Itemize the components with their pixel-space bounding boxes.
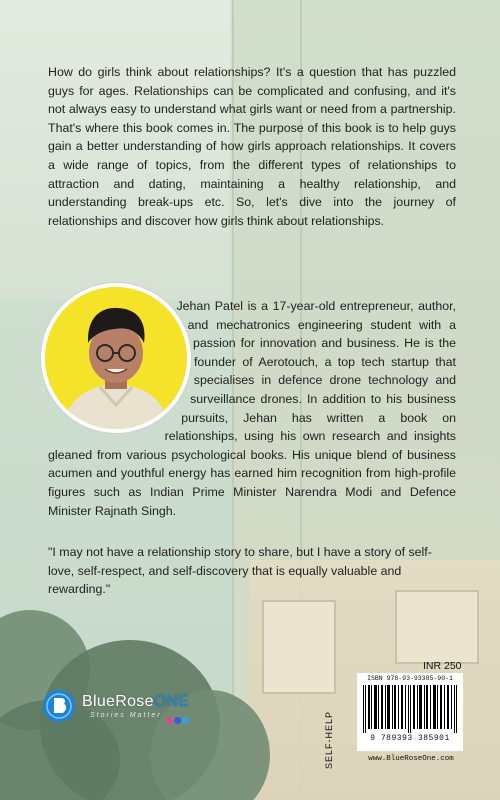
barcode-bars [363, 685, 457, 733]
facebook-icon[interactable] [174, 717, 181, 724]
twitter-icon[interactable] [182, 717, 189, 724]
background-window [262, 600, 336, 694]
price-label: INR 250 [423, 660, 462, 672]
category-label: SELF-HELP [324, 710, 334, 770]
barcode-digits: 9 789393 385901 [370, 734, 450, 743]
background-window [395, 590, 479, 664]
publisher-name [82, 693, 189, 711]
book-blurb: How do girls think about relationships? It's a question that has puzzled guys for ages. Relationships can be complicated and confusing, and it's not always easy to understand what girls want or need from a partnership. That's where this book comes in. The purpose of this book is to help guys gain a better understanding of how girls approach relationships. It covers a wide range of topics, from the different types of relationships to attraction and dating, maintaining a healthy relationship, and understanding break-ups etc. So, let's dive into the journey of relationships and discover how girls think about relationships. [48, 65, 456, 228]
instagram-icon[interactable] [166, 717, 173, 724]
author-quote: "I may not have a relationship story to share, but I have a story of self-love, self-respect, and self-discovery that is equally valuable and rewarding." [48, 545, 432, 597]
author-bio: Jehan Patel is a 17-year-old entrepreneur, author, and mechatronics engineering student with a passion for innovation and business. He is the founder of Aerotouch, a top tech startup that specialises in defence drone technology and surveillance drones. In addition to his business pursuits, Jehan has written a book on relationships, using his own research and insights gleaned from various psychological books. His unique blend of business acumen and youthful energy has earned him recognition from high-profile figures such as Indian Prime Minister Narendra Modi and Defence Minister Rajnath Singh. [48, 299, 456, 518]
publisher-logo-icon [42, 689, 76, 723]
barcode [357, 673, 463, 751]
isbn-label: ISBN 978-93-93385-90-1 [367, 675, 453, 682]
publisher-name-accent: ONE [153, 693, 190, 710]
publisher-name-main: BlueRose [82, 693, 154, 710]
publisher-website[interactable]: www.BlueRoseOne.com [368, 755, 454, 763]
publisher-tagline: Stories Matter [90, 712, 162, 719]
